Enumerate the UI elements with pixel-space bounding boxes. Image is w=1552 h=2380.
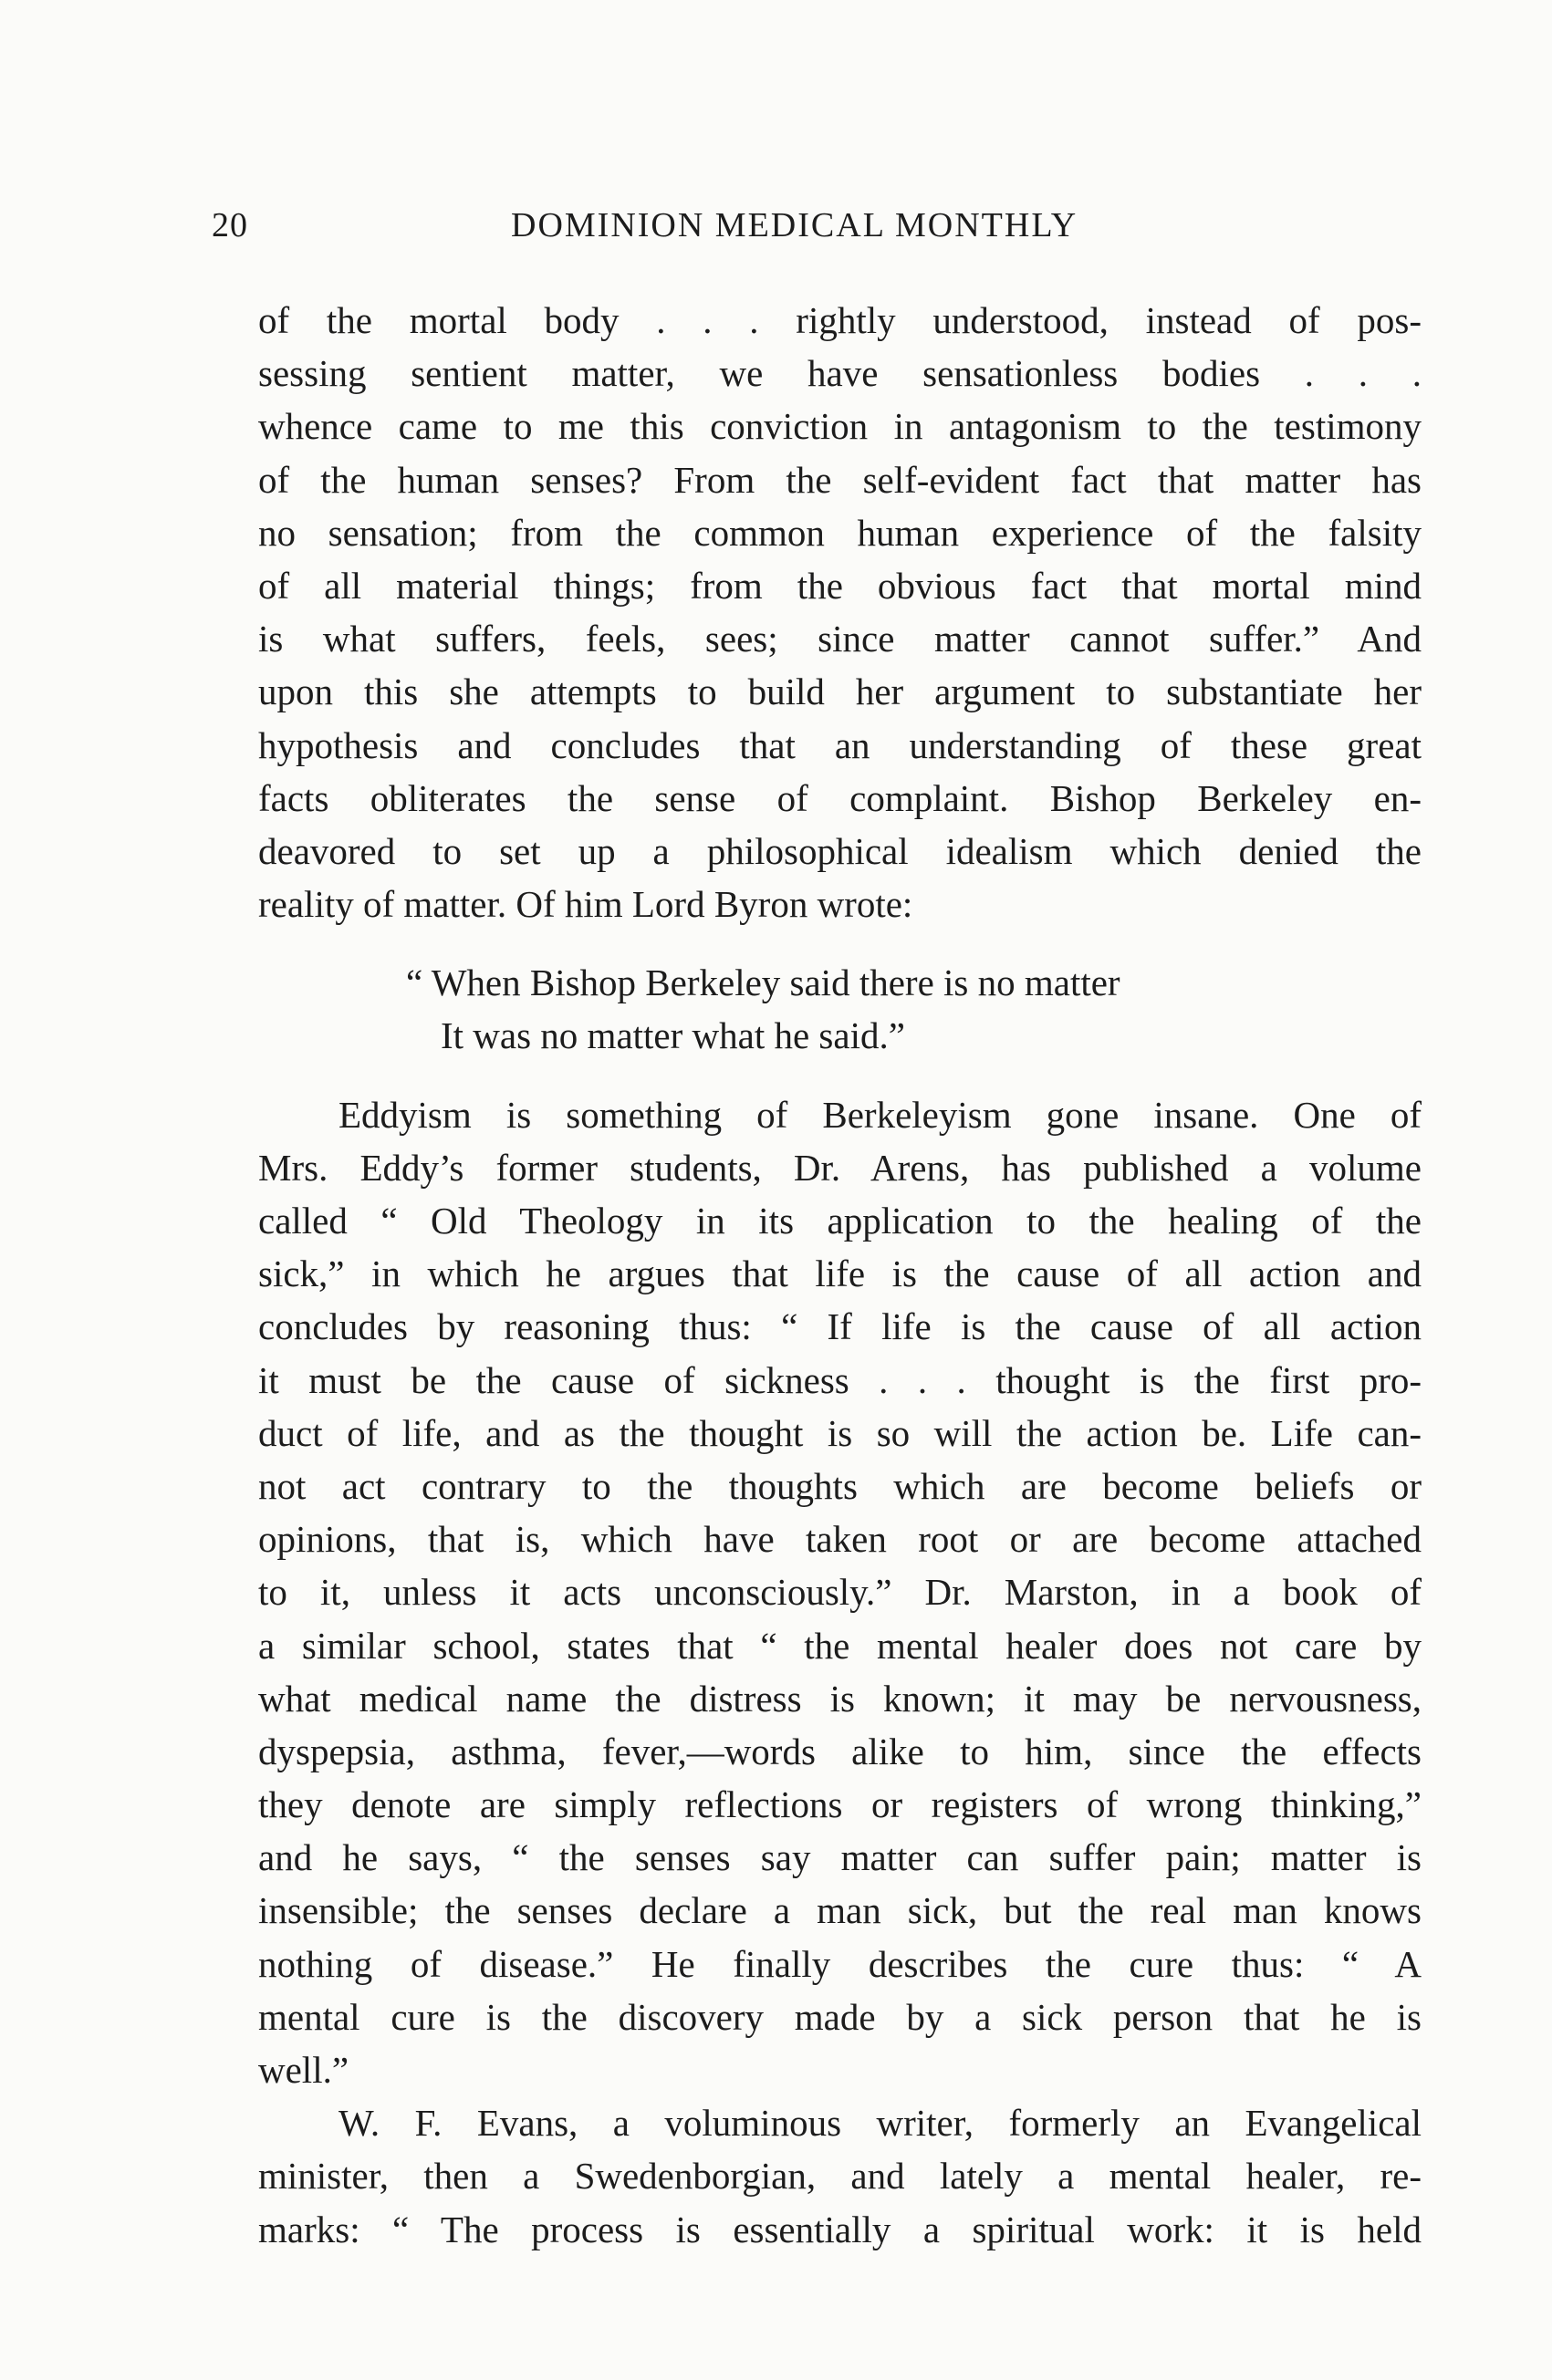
text-line: it must be the cause of sickness . . . thought is the first pro-: [258, 1358, 1422, 1401]
text-line: deavored to set up a philosophical idealism which denied the: [258, 829, 1422, 872]
text-line: nothing of disease.” He finally describes the cure thus: “ A: [258, 1942, 1422, 1985]
body-text: [258, 294, 1422, 2250]
running-title: DOMINION MEDICAL MONTHLY: [511, 206, 1078, 244]
quote-line: “ When Bishop Berkeley said there is no matter: [406, 961, 1120, 1004]
text-line: concludes by reasoning thus: “ If life is the cause of all action: [258, 1305, 1422, 1348]
text-line: duct of life, and as the thought is so will the action be. Life can-: [258, 1411, 1422, 1454]
text-line: mental cure is the discovery made by a sick person that he is: [258, 1995, 1422, 2038]
text-line: insensible; the senses declare a man sick, but the real man knows: [258, 1889, 1422, 1932]
text-line: upon this she attempts to build her argument to substantiate her: [258, 670, 1422, 713]
running-header: [212, 203, 1179, 257]
text-line: well.”: [258, 2049, 349, 2091]
text-line: no sensation; from the common human experience of the falsity: [258, 511, 1422, 554]
text-line: Eddyism is something of Berkeleyism gone insane. One of: [339, 1093, 1422, 1136]
text-line: marks: “ The process is essentially a spiritual work: it is held: [258, 2208, 1422, 2250]
text-line: is what suffers, feels, sees; since matter cannot suffer.” And: [258, 618, 1422, 660]
text-line: and he says, “ the senses say matter can suffer pain; matter is: [258, 1836, 1422, 1879]
text-line: not act contrary to the thoughts which are become beliefs or: [258, 1464, 1422, 1507]
text-line: minister, then a Swedenborgian, and lately a mental healer, re-: [258, 2155, 1422, 2198]
text-line: what medical name the distress is known; it may be nervousness,: [258, 1677, 1422, 1720]
page-number: 20: [212, 206, 248, 244]
text-line: whence came to me this conviction in antagonism to the testimony: [258, 405, 1422, 448]
text-line: sick,” in which he argues that life is the cause of all action and: [258, 1252, 1422, 1295]
text-line: dyspepsia, asthma, fever,—words alike to him, since the effects: [258, 1730, 1422, 1772]
text-line: of the human senses? From the self-evident fact that matter has: [258, 458, 1422, 501]
text-line: facts obliterates the sense of complaint. Bishop Berkeley en-: [258, 776, 1422, 819]
text-line: Mrs. Eddy’s former students, Dr. Arens, has published a volume: [258, 1146, 1422, 1189]
quote-line: It was no matter what he said.”: [441, 1014, 905, 1057]
text-line: W. F. Evans, a voluminous writer, formerly an Evangelical: [339, 2102, 1422, 2145]
text-line: to it, unless it acts unconsciously.” Dr. Marston, in a book of: [258, 1571, 1422, 1614]
text-line: sessing sentient matter, we have sensationless bodies . . .: [258, 352, 1422, 395]
text-line: called “ Old Theology in its application to the healing of the: [258, 1200, 1422, 1242]
text-line: of the mortal body . . . rightly understood, instead of pos-: [258, 299, 1422, 341]
text-line: they denote are simply reflections or registers of wrong thinking,”: [258, 1783, 1422, 1826]
spacer: [258, 930, 1422, 956]
text-line: reality of matter. Of him Lord Byron wrote:: [258, 883, 913, 926]
text-line: opinions, that is, which have taken root or are become attached: [258, 1518, 1422, 1561]
text-line: of all material things; from the obvious fact that mortal mind: [258, 564, 1422, 607]
text-line: hypothesis and concludes that an understanding of these great: [258, 723, 1422, 766]
spacer: [258, 1063, 1422, 1088]
text-line: a similar school, states that “ the mental healer does not care by: [258, 1624, 1422, 1667]
